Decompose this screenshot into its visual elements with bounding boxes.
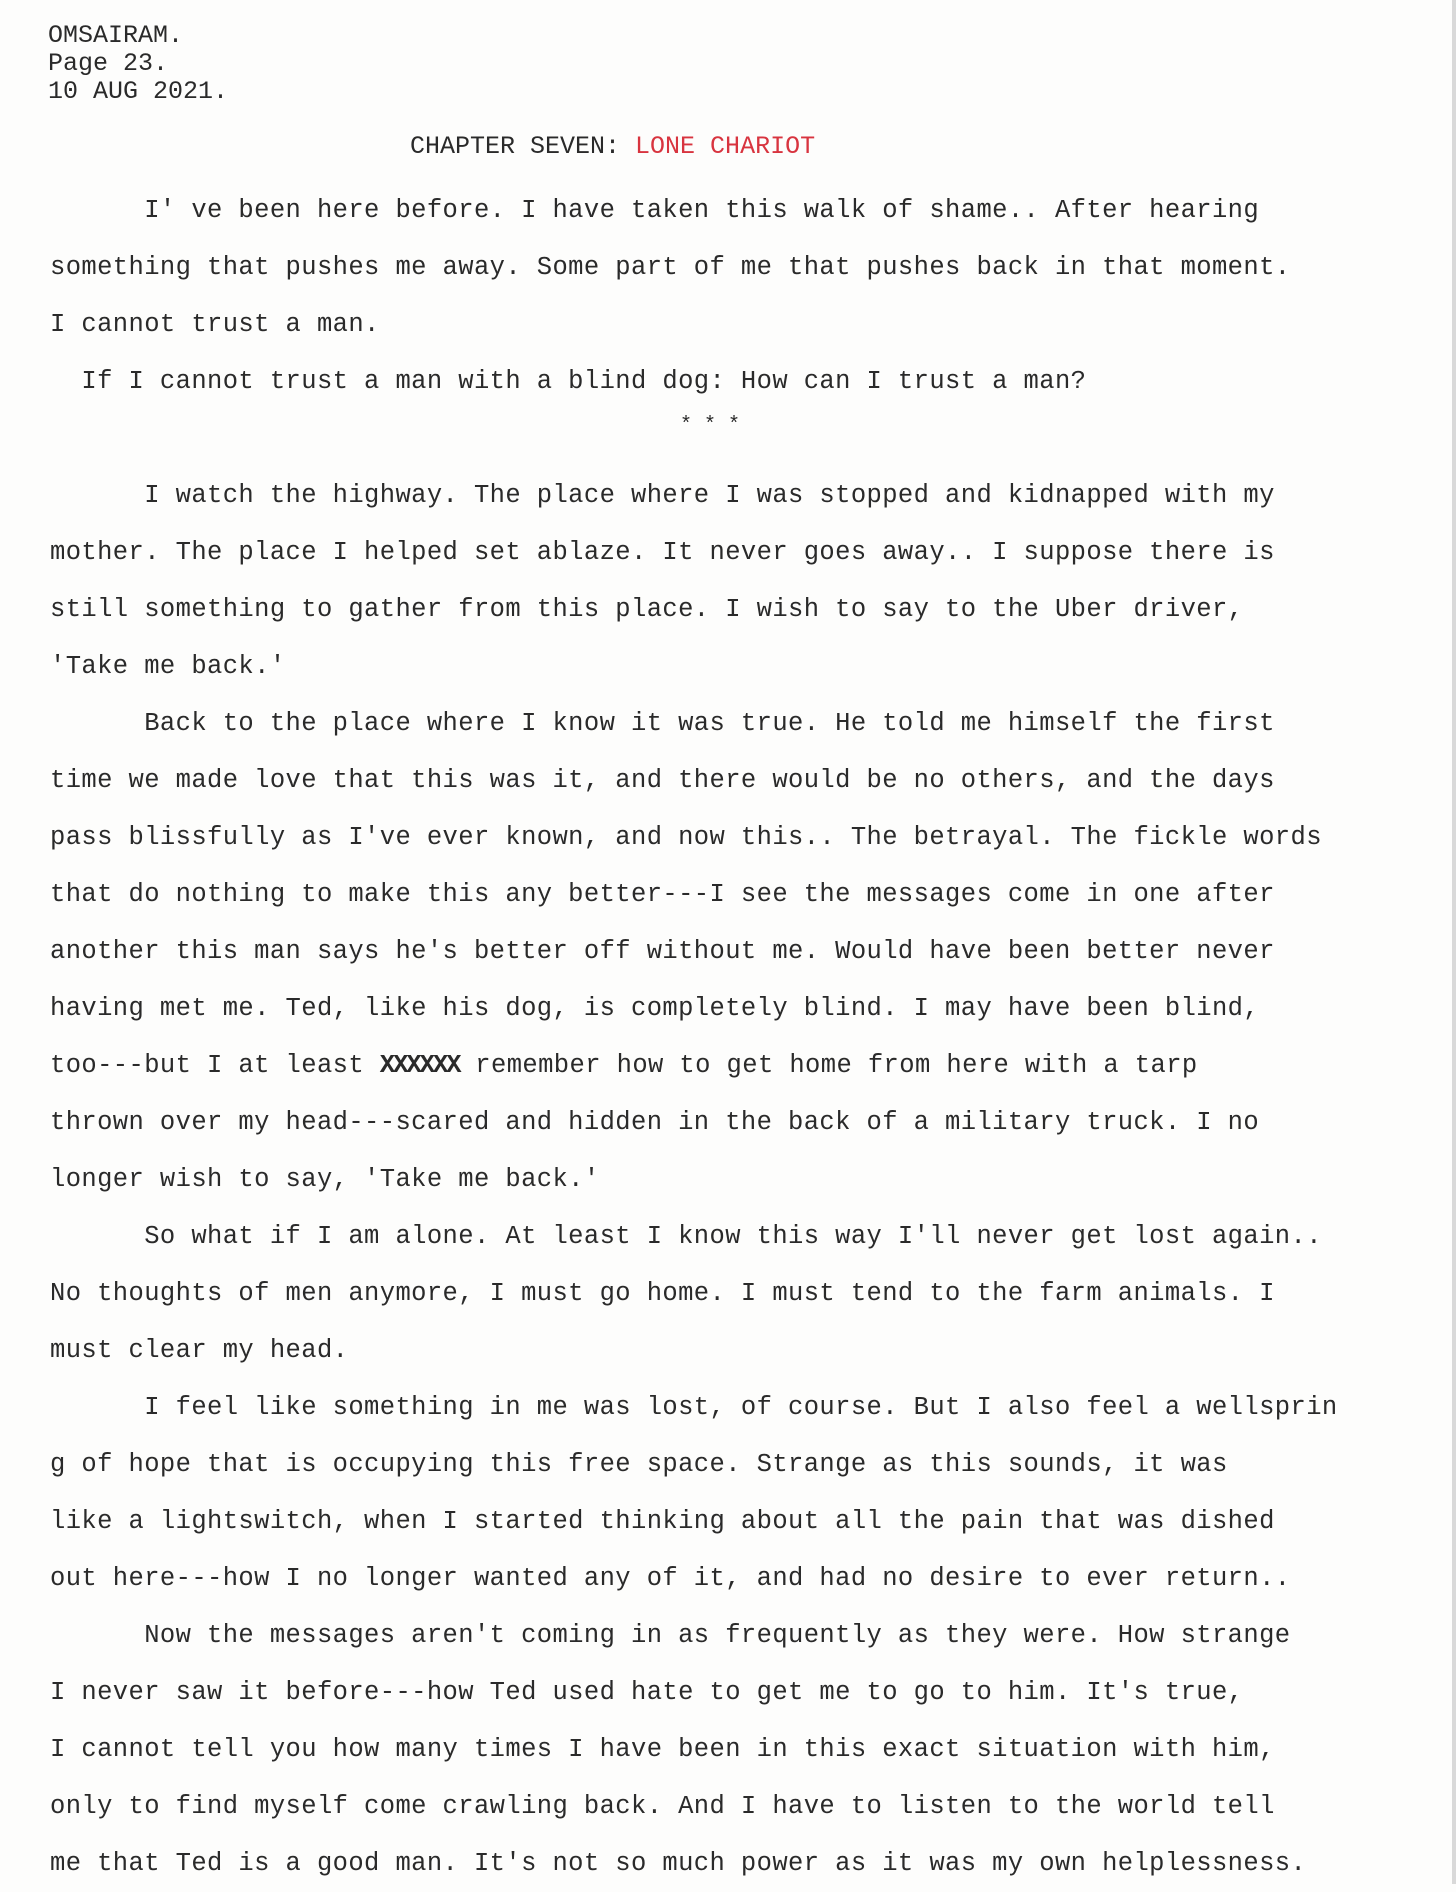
text-line: pass blissfully as I've ever known, and now this.. The betrayal. The fickle words (50, 823, 1322, 852)
body-text (50, 182, 1420, 1892)
chapter-prefix: CHAPTER SEVEN: (410, 132, 636, 161)
text-line: having met me. Ted, like his dog, is completely blind. I may have been blind, (50, 994, 1260, 1023)
text-line: I watch the highway. The place where I was stopped and kidnapped with my (50, 481, 1275, 510)
spacer-line (50, 410, 1420, 467)
text-line: must clear my head. (50, 1336, 349, 1365)
text-line: time we made love that this was it, and there would be no others, and the days (50, 766, 1275, 795)
header-date: 10 AUG 2021. (48, 77, 229, 106)
text-line: like a lightswitch, when I started thinking about all the pain that was dished (50, 1507, 1275, 1536)
text-line: out here---how I no longer wanted any of it, and had no desire to ever return.. (50, 1564, 1291, 1593)
text-line: another this man says he's better off without me. Would have been better never (50, 937, 1275, 966)
text-line: g of hope that is occupying this free space. Strange as this sounds, it was (50, 1450, 1228, 1479)
text-line: thrown over my head---scared and hidden in the back of a military truck. I no (50, 1108, 1260, 1137)
header-page-number: Page 23. (48, 49, 169, 78)
text-line: I cannot tell you how many times I have been in this exact situation with him, (50, 1735, 1275, 1764)
text-line: So what if I am alone. At least I know this way I'll never get lost again.. (50, 1222, 1322, 1251)
text-line: something that pushes me away. Some part of me that pushes back in that moment. (50, 253, 1291, 282)
text-line: still something to gather from this place. I wish to say to the Uber driver, (50, 595, 1244, 624)
text-line: 'Take me back.' (50, 652, 286, 681)
line-segment: too---but I at least (50, 1051, 380, 1080)
text-line: Back to the place where I know it was true. He told me himself the first (50, 709, 1275, 738)
text-line: I' ve been here before. I have taken this walk of shame.. After hearing (50, 196, 1260, 225)
text-line: No thoughts of men anymore, I must go home. I must tend to the farm animals. I (50, 1279, 1275, 1308)
page-edge (1452, 0, 1456, 1884)
text-line: only to find myself come crawling back. And I have to listen to the world tell (50, 1792, 1275, 1821)
text-line: I feel like something in me was lost, of course. But I also feel a wellsprin (50, 1393, 1338, 1422)
chapter-title: LONE CHARIOT (635, 132, 816, 161)
text-line: I never saw it before---how Ted used hate to get me to go to him. It's true, (50, 1678, 1244, 1707)
header-title: OMSAIRAM. (48, 21, 184, 50)
chapter-heading (410, 132, 815, 161)
text-line: that do nothing to make this any better---I see the messages come in one after (50, 880, 1275, 909)
text-line: mother. The place I helped set ablaze. It never goes away.. I suppose there is (50, 538, 1275, 567)
page-header (48, 22, 228, 106)
text-line: If I cannot trust a man with a blind dog: How can I trust a man? (50, 367, 1087, 396)
text-line-strikeout (50, 1037, 1420, 1094)
line-segment: remember how to get home from here with a tarp (459, 1051, 1198, 1080)
text-line: I cannot trust a man. (50, 310, 380, 339)
text-line: longer wish to say, 'Take me back.' (50, 1165, 600, 1194)
section-break: * * * (680, 414, 741, 437)
text-line: Now the messages aren't coming in as frequently as they were. How strange (50, 1621, 1291, 1650)
struck-out-text: XXXXXX (379, 1051, 460, 1080)
text-line: me that Ted is a good man. It's not so much power as it was my own helplessness. (50, 1849, 1307, 1878)
